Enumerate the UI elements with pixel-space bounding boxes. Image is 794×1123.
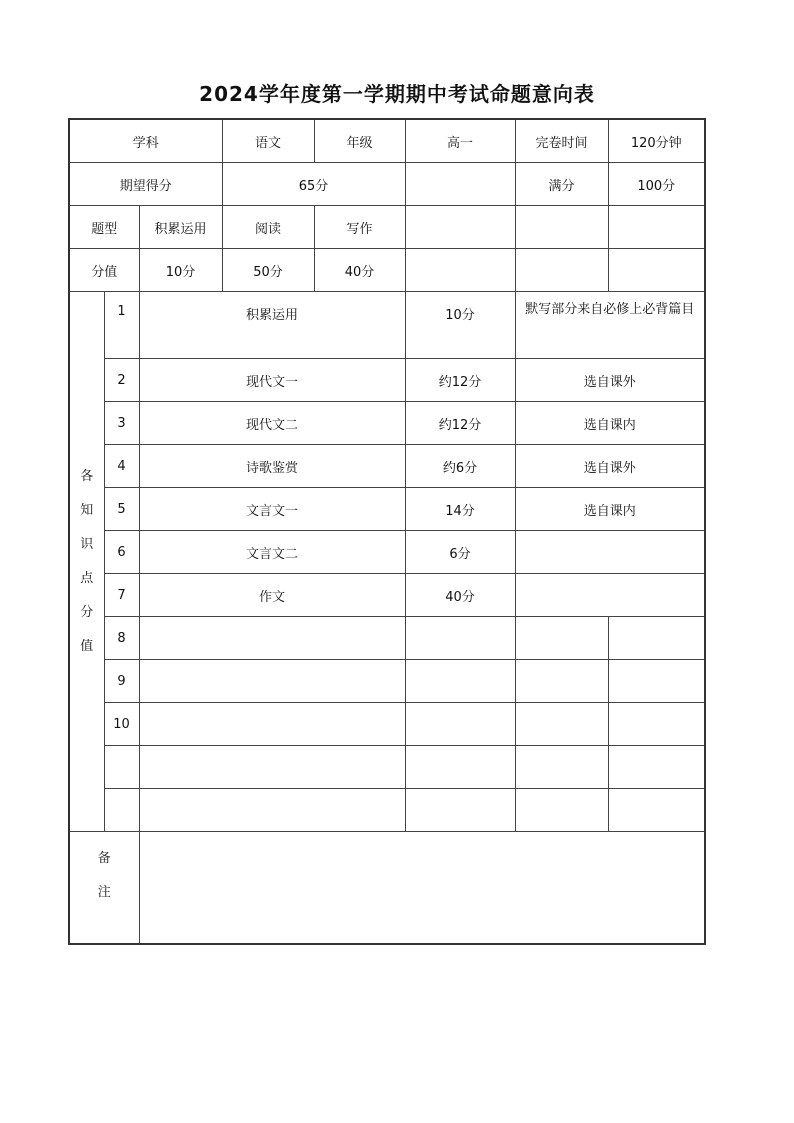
expected-score-value: 65分: [222, 163, 405, 206]
knowledge-num: 8: [104, 617, 139, 660]
empty-cell: [139, 703, 405, 746]
knowledge-num: 2: [104, 359, 139, 402]
question-type-label: 题型: [69, 206, 139, 249]
empty-cell: [405, 789, 515, 832]
empty-cell: [515, 617, 608, 660]
knowledge-name: 现代文一: [139, 359, 405, 402]
knowledge-score: 14分: [405, 488, 515, 531]
knowledge-note: 选自课外: [515, 445, 705, 488]
knowledge-score: 约12分: [405, 359, 515, 402]
knowledge-score: 6分: [405, 531, 515, 574]
knowledge-num: 10: [104, 703, 139, 746]
empty-cell: [405, 746, 515, 789]
knowledge-row: [69, 292, 705, 359]
header-row-2: [69, 163, 705, 206]
knowledge-name: 作文: [139, 574, 405, 617]
knowledge-row: [69, 789, 705, 832]
knowledge-side-label: 各 知 识 点 分 值: [69, 292, 104, 832]
score-3: 40分: [314, 249, 405, 292]
page-title: 2024学年度第一学期期中考试命题意向表: [199, 82, 595, 106]
knowledge-num: 4: [104, 445, 139, 488]
knowledge-row: [69, 402, 705, 445]
time-label: 完卷时间: [515, 119, 608, 163]
grade-value: 高一: [405, 119, 515, 163]
expected-score-label: 期望得分: [69, 163, 222, 206]
empty-cell: [104, 789, 139, 832]
empty-cell: [405, 249, 515, 292]
type-3: 写作: [314, 206, 405, 249]
knowledge-num: 7: [104, 574, 139, 617]
knowledge-score: 40分: [405, 574, 515, 617]
knowledge-row: [69, 617, 705, 660]
empty-cell: [515, 249, 608, 292]
knowledge-name: 诗歌鉴赏: [139, 445, 405, 488]
knowledge-num: 5: [104, 488, 139, 531]
knowledge-note: 默写部分来自必修上必背篇目: [515, 292, 705, 359]
time-value: 120分钟: [608, 119, 705, 163]
knowledge-name: 文言文二: [139, 531, 405, 574]
knowledge-score: 约6分: [405, 445, 515, 488]
empty-cell: [608, 660, 705, 703]
empty-cell: [608, 249, 705, 292]
question-type-row: [69, 206, 705, 249]
full-score-label: 满分: [515, 163, 608, 206]
empty-cell: [515, 206, 608, 249]
knowledge-note: [515, 531, 705, 574]
knowledge-row: [69, 488, 705, 531]
empty-cell: [405, 206, 515, 249]
knowledge-row: [69, 574, 705, 617]
empty-cell: [139, 617, 405, 660]
knowledge-row: [69, 445, 705, 488]
knowledge-row: [69, 660, 705, 703]
knowledge-num: 3: [104, 402, 139, 445]
empty-cell: [405, 163, 515, 206]
empty-cell: [515, 746, 608, 789]
knowledge-row: [69, 703, 705, 746]
knowledge-name: 积累运用: [139, 292, 405, 359]
empty-cell: [139, 660, 405, 703]
subject-label: 学科: [69, 119, 222, 163]
empty-cell: [608, 789, 705, 832]
knowledge-row: [69, 531, 705, 574]
knowledge-score: 约12分: [405, 402, 515, 445]
grade-label: 年级: [314, 119, 405, 163]
empty-cell: [405, 703, 515, 746]
knowledge-num: 1: [104, 292, 139, 359]
knowledge-num: 9: [104, 660, 139, 703]
empty-cell: [515, 660, 608, 703]
knowledge-row: [69, 746, 705, 789]
empty-cell: [608, 206, 705, 249]
empty-cell: [608, 703, 705, 746]
remarks-content: [139, 832, 705, 944]
remarks-label: 备 注: [69, 832, 139, 944]
empty-cell: [139, 789, 405, 832]
knowledge-num: 6: [104, 531, 139, 574]
score-1: 10分: [139, 249, 222, 292]
knowledge-note: 选自课外: [515, 359, 705, 402]
remarks-row: [69, 832, 705, 944]
empty-cell: [608, 617, 705, 660]
type-2: 阅读: [222, 206, 314, 249]
knowledge-row: [69, 359, 705, 402]
empty-cell: [139, 746, 405, 789]
score-row: [69, 249, 705, 292]
full-score-value: 100分: [608, 163, 705, 206]
empty-cell: [515, 789, 608, 832]
subject-value: 语文: [222, 119, 314, 163]
score-2: 50分: [222, 249, 314, 292]
knowledge-note: [515, 574, 705, 617]
knowledge-name: 现代文二: [139, 402, 405, 445]
score-label: 分值: [69, 249, 139, 292]
knowledge-score: 10分: [405, 292, 515, 359]
header-row-1: [69, 119, 705, 163]
empty-cell: [104, 746, 139, 789]
empty-cell: [405, 660, 515, 703]
empty-cell: [515, 703, 608, 746]
knowledge-note: 选自课内: [515, 402, 705, 445]
exam-intent-table: [68, 118, 706, 945]
type-1: 积累运用: [139, 206, 222, 249]
empty-cell: [405, 617, 515, 660]
knowledge-name: 文言文一: [139, 488, 405, 531]
knowledge-note: 选自课内: [515, 488, 705, 531]
empty-cell: [608, 746, 705, 789]
